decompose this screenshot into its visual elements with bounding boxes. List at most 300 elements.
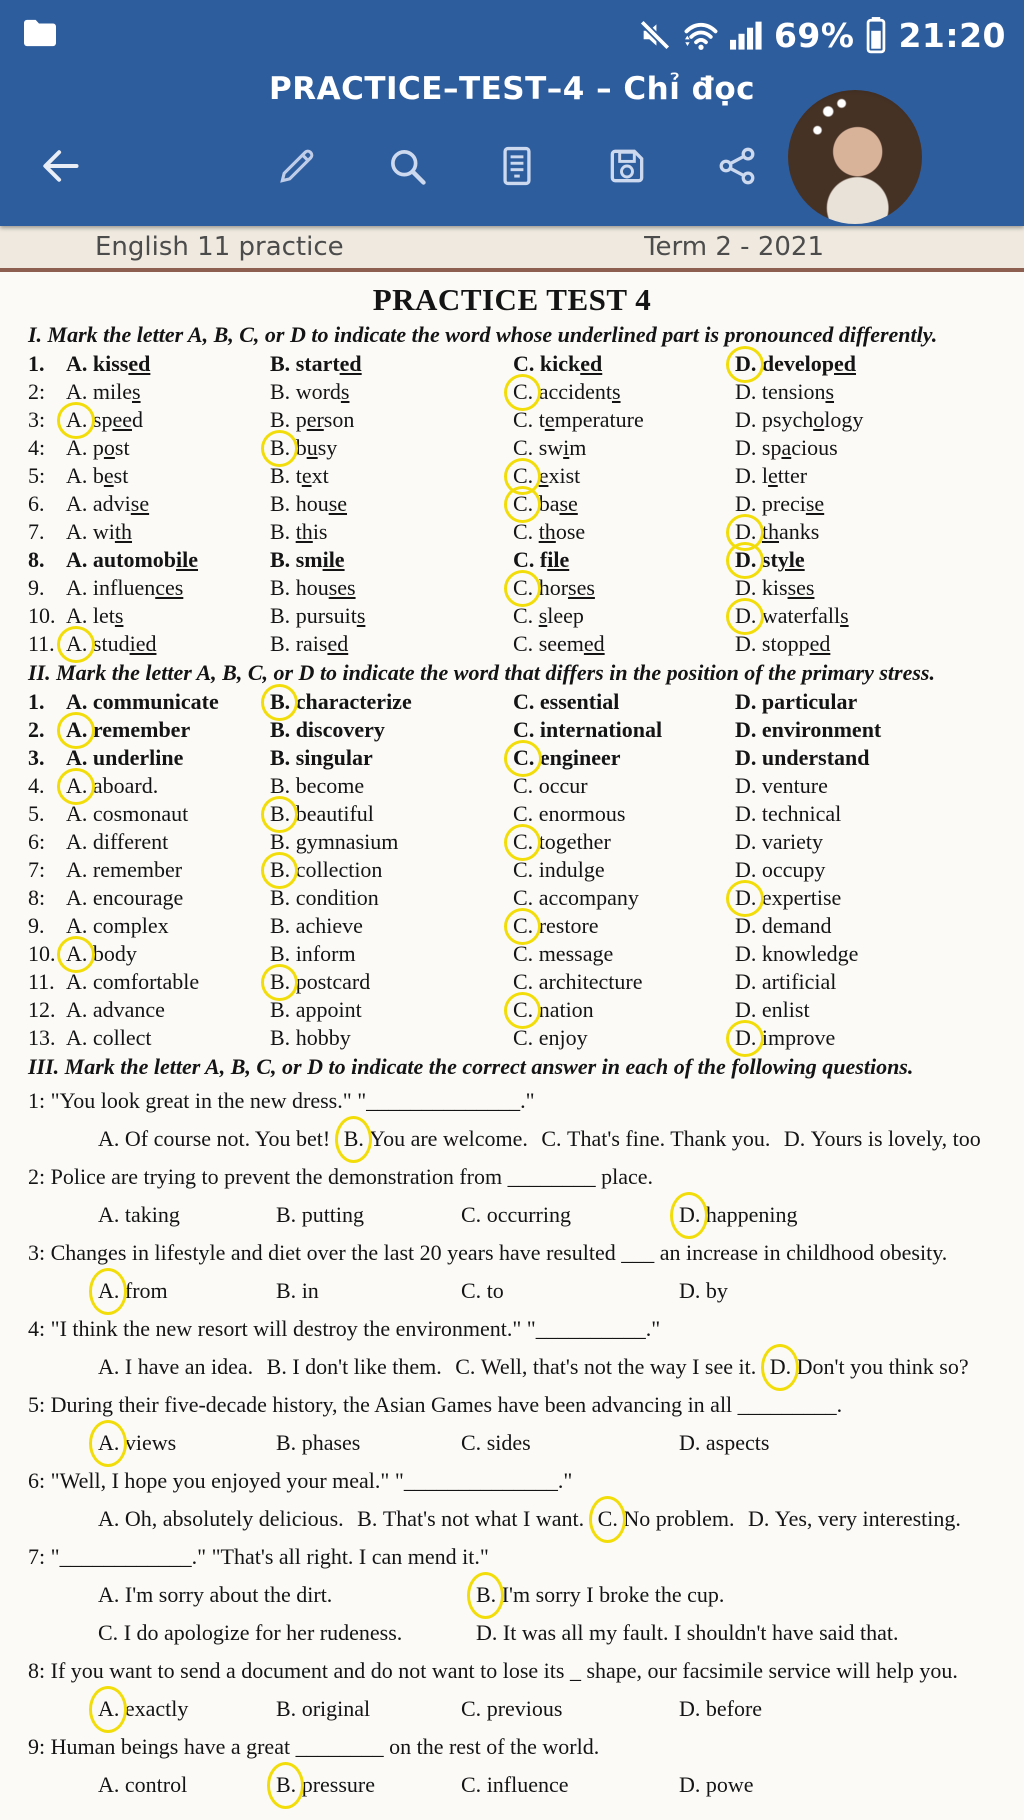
- option-A: A. taking: [98, 1196, 276, 1234]
- option-letter: C.: [513, 407, 534, 432]
- option-letter: D.: [735, 379, 757, 404]
- option-row: [28, 602, 1024, 630]
- option-C: C. I do apologize for her rudeness.: [98, 1614, 476, 1652]
- reader-view-icon[interactable]: [494, 143, 540, 189]
- circled-answer-C: C.: [513, 829, 534, 854]
- option-D: D. happening: [679, 1196, 1024, 1234]
- option-row: [28, 772, 1024, 800]
- option-C: C. sides: [461, 1424, 679, 1462]
- option-letter: A.: [66, 885, 88, 910]
- option-letter: C.: [513, 519, 534, 544]
- option-B: B. That's not what I want.: [357, 1506, 584, 1531]
- option-letter: C.: [513, 547, 535, 572]
- toolbar: [0, 114, 1024, 218]
- option-letter: D.: [735, 463, 757, 488]
- circled-answer-C: C.: [513, 491, 534, 516]
- option-B: B. inform: [270, 941, 356, 966]
- option-letter: B.: [270, 913, 291, 938]
- option-letter: B.: [270, 491, 291, 516]
- option-A: 11. A. studied: [28, 631, 157, 656]
- option-D: D. by: [679, 1272, 1024, 1310]
- option-letter: B.: [270, 407, 291, 432]
- circled-answer-B: B.: [270, 435, 291, 460]
- option-letter: B.: [270, 631, 291, 656]
- circled-answer-B: B.: [270, 969, 291, 994]
- question-options: [98, 1120, 1024, 1158]
- circled-answer-C: C.: [513, 745, 535, 770]
- option-C: C. occur: [513, 773, 588, 798]
- option-B: B. in: [276, 1272, 461, 1310]
- circled-answer-C: C.: [513, 379, 534, 404]
- option-C: C. That's fine. Thank you.: [541, 1126, 770, 1151]
- question-number: 7.: [28, 519, 45, 544]
- option-C: C. base: [513, 491, 578, 516]
- option-D: D. precise: [735, 491, 825, 516]
- option-A: 12. A. advance: [28, 997, 165, 1022]
- option-letter: A.: [66, 519, 88, 544]
- option-letter: A.: [66, 1025, 88, 1050]
- question-number: 2.: [28, 717, 45, 742]
- option-C: C. kicked: [513, 351, 603, 376]
- option-row: [28, 462, 1024, 490]
- option-B: B. gymnasium: [270, 829, 399, 854]
- option-A: 1. A. kissed: [28, 351, 151, 376]
- option-A: 4: A. post: [28, 435, 130, 460]
- option-letter: A.: [66, 603, 88, 628]
- battery-percent: 69%: [773, 15, 855, 55]
- option-A: 11. A. comfortable: [28, 969, 200, 994]
- question-options: [98, 1500, 1024, 1538]
- option-B: B. houses: [270, 575, 356, 600]
- question-number: 6.: [28, 491, 45, 516]
- circled-answer-B: B.: [476, 1576, 496, 1614]
- option-C: C. those: [513, 519, 586, 544]
- option-letter: C.: [461, 1696, 482, 1721]
- option-A: 8. A. automobile: [28, 547, 199, 572]
- option-letter: A.: [98, 1202, 120, 1227]
- option-row: [28, 968, 1024, 996]
- circled-answer-B: B.: [270, 801, 291, 826]
- option-letter: C.: [461, 1772, 482, 1797]
- option-letter: A.: [66, 547, 88, 572]
- option-B: B. condition: [270, 885, 379, 910]
- section-heading: II. Mark the letter A, B, C, or D to indicate the word that differs in the position of the primary stress.: [28, 660, 935, 685]
- circled-answer-A: A.: [98, 1690, 119, 1728]
- question-number: 9.: [28, 575, 45, 600]
- page-title: PRACTICE–TEST–4 – Chỉ đọc: [269, 71, 755, 107]
- circled-answer-B: B.: [270, 689, 291, 714]
- option-row: [28, 406, 1024, 434]
- option-D: D. knowledge: [735, 941, 859, 966]
- option-B: B. singular: [270, 745, 373, 770]
- option-letter: B.: [276, 1696, 297, 1721]
- option-letter: A.: [66, 745, 88, 770]
- option-A: 2: A. miles: [28, 379, 141, 404]
- option-B: B. appoint: [270, 997, 362, 1022]
- option-letter: C.: [513, 941, 534, 966]
- option-letter: C.: [541, 1126, 562, 1151]
- option-C: C. influence: [461, 1766, 679, 1804]
- option-letter: D.: [679, 1772, 701, 1797]
- question-text: 6: "Well, I hope you enjoyed your meal." "______________.": [28, 1468, 573, 1493]
- option-letter: A.: [66, 969, 88, 994]
- option-A: 3: A. speed: [28, 407, 143, 432]
- option-B: B. words: [270, 379, 350, 404]
- option-letter: A.: [98, 1126, 120, 1151]
- option-letter: D.: [735, 801, 757, 826]
- option-letter: B.: [276, 1202, 297, 1227]
- option-letter: D.: [679, 1278, 701, 1303]
- option-row: [28, 940, 1024, 968]
- question-number: 11.: [28, 969, 55, 994]
- option-letter: D.: [748, 1506, 770, 1531]
- option-B: B. I don't like them.: [267, 1354, 442, 1379]
- question-number: 11.: [28, 631, 55, 656]
- question-number: 4:: [28, 435, 46, 460]
- question-number: 3:: [28, 407, 46, 432]
- option-C: C. Well, that's not the way I see it.: [455, 1354, 756, 1379]
- option-letter: A.: [66, 857, 88, 882]
- option-letter: D.: [735, 717, 757, 742]
- option-letter: C.: [513, 857, 534, 882]
- option-D: D. Yours is lovely, too: [784, 1126, 981, 1151]
- option-letter: B.: [270, 829, 291, 854]
- option-B: B. original: [276, 1690, 461, 1728]
- option-C: C. to: [461, 1272, 679, 1310]
- option-B: B. pressure: [276, 1766, 461, 1804]
- option-letter: D.: [735, 575, 757, 600]
- option-letter: B.: [270, 717, 291, 742]
- question-text: 8: If you want to send a document and do not want to lose its _ shape, our facsimile service will help you.: [28, 1658, 958, 1683]
- battery-icon: [864, 16, 888, 54]
- question-options: [98, 1690, 1024, 1728]
- option-letter: B.: [270, 885, 291, 910]
- option-C: C. engineer: [513, 745, 621, 770]
- option-B: B. hobby: [270, 1025, 351, 1050]
- circled-answer-A: A.: [66, 773, 88, 798]
- option-D: D. waterfalls: [735, 603, 849, 628]
- circled-answer-D: D.: [735, 603, 757, 628]
- option-letter: B.: [270, 519, 291, 544]
- share-icon[interactable]: [714, 143, 760, 189]
- option-row: [28, 828, 1024, 856]
- option-letter: C.: [513, 603, 534, 628]
- option-D: D. demand: [735, 913, 832, 938]
- option-row: [28, 378, 1024, 406]
- option-letter: D.: [735, 829, 757, 854]
- avatar[interactable]: [788, 90, 922, 224]
- option-row: [28, 574, 1024, 602]
- question-number: 4.: [28, 773, 45, 798]
- option-letter: B.: [276, 1278, 297, 1303]
- option-letter: C.: [513, 801, 534, 826]
- option-letter: D.: [735, 631, 757, 656]
- section-heading: I. Mark the letter A, B, C, or D to indicate the word whose underlined part is pronounced differently.: [28, 322, 938, 347]
- section-1: [28, 320, 1024, 658]
- option-B: B. busy: [270, 435, 338, 460]
- option-letter: B.: [357, 1506, 378, 1531]
- option-letter: C.: [461, 1278, 482, 1303]
- circled-answer-A: A.: [66, 941, 88, 966]
- circled-answer-C: C.: [513, 997, 534, 1022]
- option-D: D. psychology: [735, 407, 864, 432]
- option-letter: B.: [270, 463, 291, 488]
- save-icon[interactable]: [604, 143, 650, 189]
- circled-answer-C: C.: [513, 913, 534, 938]
- option-B: B. person: [270, 407, 355, 432]
- circled-answer-D: D.: [735, 885, 757, 910]
- option-A: A. Oh, absolutely delicious.: [98, 1506, 344, 1531]
- option-C: C. sleep: [513, 603, 584, 628]
- circled-answer-B: B.: [270, 857, 291, 882]
- option-row: [28, 716, 1024, 744]
- document-name: English 11 practice: [95, 232, 344, 262]
- option-row: [28, 490, 1024, 518]
- option-letter: B.: [270, 745, 291, 770]
- app-header: [0, 0, 1024, 226]
- section-heading: III. Mark the letter A, B, C, or D to indicate the correct answer in each of the following questions.: [28, 1054, 914, 1079]
- option-letter: D.: [735, 941, 757, 966]
- option-D: D. style: [735, 547, 805, 572]
- option-letter: B.: [270, 379, 291, 404]
- option-letter: B.: [270, 351, 291, 376]
- option-letter: D.: [735, 773, 757, 798]
- option-B: B. house: [270, 491, 348, 516]
- document-body[interactable]: [0, 272, 1024, 1820]
- option-C: C. architecture: [513, 969, 643, 994]
- circled-answer-B: B.: [276, 1766, 296, 1804]
- option-A: 1. A. communicate: [28, 689, 219, 714]
- option-C: C. indulge: [513, 857, 605, 882]
- question-text: 9: Human beings have a great ________ on the rest of the world.: [28, 1734, 600, 1759]
- option-D: D. tensions: [735, 379, 835, 404]
- option-C: C. temperature: [513, 407, 644, 432]
- option-letter: C.: [513, 773, 534, 798]
- option-C: C. file: [513, 547, 570, 572]
- option-letter: C.: [513, 631, 534, 656]
- option-letter: D.: [735, 407, 757, 432]
- option-D: D. kisses: [735, 575, 815, 600]
- question-options: [98, 1272, 1024, 1310]
- back-button[interactable]: [36, 144, 84, 188]
- question-number: 10.: [28, 603, 56, 628]
- section-2: [28, 658, 1024, 1052]
- option-row: [28, 912, 1024, 940]
- option-letter: C.: [513, 885, 534, 910]
- wifi-icon: [682, 19, 720, 51]
- option-C: C. essential: [513, 689, 620, 714]
- question-number: 13.: [28, 1025, 56, 1050]
- option-A: 4. A. aboard.: [28, 773, 159, 798]
- option-D: D. spacious: [735, 435, 838, 460]
- option-letter: A.: [66, 913, 88, 938]
- option-C: C. enormous: [513, 801, 626, 826]
- option-D: D. particular: [735, 689, 858, 714]
- option-letter: D.: [735, 689, 757, 714]
- search-icon[interactable]: [384, 143, 430, 189]
- circled-answer-A: A.: [98, 1424, 119, 1462]
- question-options: [98, 1348, 1024, 1386]
- option-letter: A.: [66, 801, 88, 826]
- option-A: 2. A. remember: [28, 717, 191, 742]
- option-A: 10. A. body: [28, 941, 137, 966]
- option-letter: D.: [783, 1126, 806, 1151]
- option-B: B. discovery: [270, 717, 385, 742]
- question-number: 5.: [28, 801, 45, 826]
- option-A: 3. A. underline: [28, 745, 184, 770]
- option-D: D. developed: [735, 351, 857, 376]
- question-number: 10.: [28, 941, 56, 966]
- question-options: [98, 1766, 1024, 1804]
- question-number: 3.: [28, 745, 45, 770]
- option-D: D. Don't you think so?: [770, 1354, 969, 1379]
- option-letter: A.: [66, 829, 88, 854]
- circled-answer-D: D.: [735, 547, 757, 572]
- option-row: [28, 996, 1024, 1024]
- option-letter: A.: [98, 1582, 120, 1607]
- signal-icon: [730, 19, 764, 51]
- option-letter: B.: [270, 773, 291, 798]
- option-letter: A.: [66, 351, 88, 376]
- option-D: D. Yes, very interesting.: [748, 1506, 961, 1531]
- circled-answer-A: A.: [66, 407, 88, 432]
- option-letter: C.: [513, 969, 534, 994]
- option-letter: D.: [735, 491, 757, 516]
- circled-answer-D: D.: [735, 1025, 757, 1050]
- status-bar: [0, 0, 1024, 64]
- option-B: B. raised: [270, 631, 349, 656]
- section-3: [28, 1052, 1024, 1804]
- option-letter: A.: [66, 997, 88, 1022]
- option-letter: C.: [513, 435, 534, 460]
- option-letter: D.: [679, 1430, 701, 1455]
- option-row: [28, 688, 1024, 716]
- option-A: 6. A. advise: [28, 491, 150, 516]
- option-B: B. beautiful: [270, 801, 374, 826]
- option-row: [28, 1024, 1024, 1052]
- option-letter: C.: [455, 1354, 476, 1379]
- option-C: C. message: [513, 941, 614, 966]
- option-D: D. improve: [735, 1025, 836, 1050]
- option-B: B. collection: [270, 857, 383, 882]
- option-row: [28, 856, 1024, 884]
- question-options: [98, 1424, 1024, 1462]
- option-A: 6: A. different: [28, 829, 169, 854]
- option-C: C. exist: [513, 463, 581, 488]
- option-letter: C.: [513, 1025, 534, 1050]
- edit-icon[interactable]: [274, 143, 320, 189]
- option-D: D. venture: [735, 773, 828, 798]
- circled-answer-D: D.: [735, 519, 757, 544]
- option-A: 9. A. influences: [28, 575, 184, 600]
- option-D: D. thanks: [735, 519, 820, 544]
- question-text: 4: "I think the new resort will destroy the environment." "__________.": [28, 1316, 661, 1341]
- option-C: C. accompany: [513, 885, 639, 910]
- option-B: B. pursuits: [270, 603, 366, 628]
- option-C: C. international: [513, 717, 663, 742]
- option-D: D. artificial: [735, 969, 837, 994]
- option-D: D. letter: [735, 463, 808, 488]
- option-letter: C.: [513, 717, 535, 742]
- circled-answer-C: C.: [598, 1500, 618, 1538]
- option-A: A. from: [98, 1272, 276, 1310]
- document-term: Term 2 - 2021: [644, 232, 824, 262]
- option-D: D. powe: [679, 1766, 1024, 1804]
- option-A: 9. A. complex: [28, 913, 169, 938]
- option-letter: D.: [735, 913, 757, 938]
- circled-answer-A: A.: [66, 717, 88, 742]
- option-A: 8: A. encourage: [28, 885, 184, 910]
- option-letter: A.: [66, 379, 88, 404]
- option-letter: D.: [735, 435, 757, 460]
- option-row: [28, 800, 1024, 828]
- option-row: [28, 350, 1024, 378]
- option-B: B. You are welcome.: [344, 1126, 528, 1151]
- option-A: 7. A. with: [28, 519, 133, 544]
- option-letter: C.: [98, 1620, 119, 1645]
- option-B: B. I'm sorry I broke the cup.: [476, 1576, 1024, 1614]
- question-number: 2:: [28, 379, 46, 404]
- option-letter: A.: [66, 689, 88, 714]
- option-letter: A.: [66, 463, 88, 488]
- option-letter: D.: [476, 1620, 498, 1645]
- option-letter: B.: [270, 941, 291, 966]
- option-C: C. occurring: [461, 1196, 679, 1234]
- question-number: 8:: [28, 885, 46, 910]
- option-A: A. control: [98, 1766, 276, 1804]
- option-row: [28, 434, 1024, 462]
- option-C: C. restore: [513, 913, 599, 938]
- option-B: B. postcard: [270, 969, 371, 994]
- question-number: 8.: [28, 547, 45, 572]
- option-B: B. phases: [276, 1424, 461, 1462]
- option-C: C. No problem.: [598, 1506, 735, 1531]
- option-letter: B.: [266, 1354, 287, 1379]
- option-D: D. understand: [735, 745, 870, 770]
- option-letter: C.: [513, 689, 535, 714]
- option-row: [28, 630, 1024, 658]
- option-D: D. before: [679, 1690, 1024, 1728]
- option-D: D. enlist: [735, 997, 810, 1022]
- option-A: 5. A. cosmonaut: [28, 801, 189, 826]
- option-B: B. putting: [276, 1196, 461, 1234]
- circled-answer-C: C.: [513, 575, 534, 600]
- option-D: D. environment: [735, 717, 882, 742]
- question-number: 9.: [28, 913, 45, 938]
- question-number: 1.: [28, 351, 45, 376]
- option-B: B. this: [270, 519, 328, 544]
- question-text: 1: "You look great in the new dress." "______________.": [28, 1088, 535, 1113]
- option-letter: B.: [270, 1025, 291, 1050]
- document-info-bar: [0, 226, 1024, 272]
- option-B: B. started: [270, 351, 362, 376]
- option-letter: B.: [270, 547, 291, 572]
- option-row: [28, 884, 1024, 912]
- option-A: A. I have an idea.: [98, 1354, 253, 1379]
- option-letter: A.: [66, 491, 88, 516]
- question-number: 1.: [28, 689, 45, 714]
- circled-answer-D: D.: [735, 351, 757, 376]
- option-C: C. previous: [461, 1690, 679, 1728]
- option-C: C. seemed: [513, 631, 605, 656]
- question-text: 7: "____________." "That's all right. I can mend it.": [28, 1544, 489, 1569]
- option-C: C. nation: [513, 997, 594, 1022]
- folder-icon[interactable]: [22, 17, 58, 53]
- circled-answer-D: D.: [770, 1348, 791, 1386]
- question-options: [98, 1576, 1024, 1652]
- circled-answer-A: A.: [98, 1272, 119, 1310]
- option-A: A. exactly: [98, 1690, 276, 1728]
